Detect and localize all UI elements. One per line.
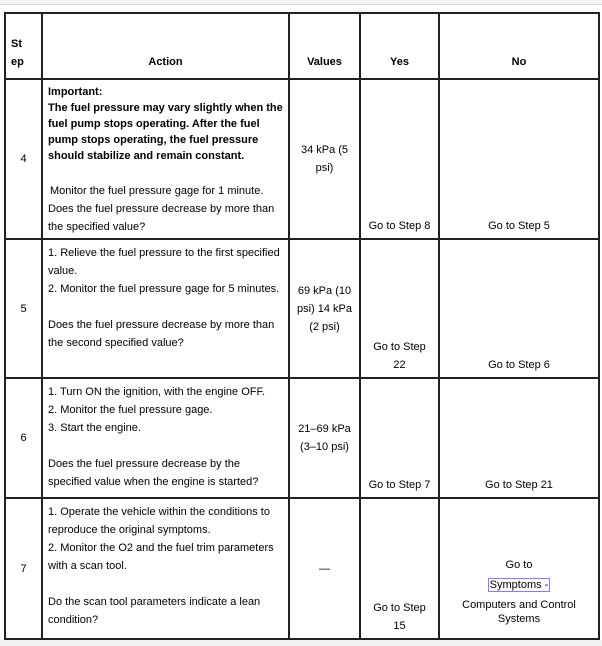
action-line: 1. Operate the vehicle within the conditions to reproduce the original symptoms. <box>48 506 270 536</box>
action-line: 1. Turn ON the ignition, with the engine OFF. <box>48 386 266 398</box>
question: Does the fuel pressure decrease by the specified value when the engine is started? <box>48 458 259 488</box>
important-label: Important: <box>48 86 103 98</box>
no-link[interactable]: Go to Step 21 <box>439 378 599 498</box>
table-row <box>5 79 599 239</box>
values-cell: 69 kPa (10 psi) 14 kPa (2 psi) <box>289 239 360 378</box>
no-cell <box>439 498 599 639</box>
step-number: 4 <box>5 79 42 239</box>
yes-link[interactable]: Go to Step 7 <box>360 378 439 498</box>
diagnostic-table <box>4 12 600 640</box>
yes-link[interactable]: Go to Step 8 <box>360 79 439 239</box>
symptoms-link[interactable]: Symptoms - <box>489 579 549 591</box>
important-note <box>48 84 283 164</box>
table-row <box>5 239 599 378</box>
header-yes: Yes <box>360 13 439 79</box>
step-number: 5 <box>5 239 42 378</box>
table-row <box>5 498 599 639</box>
action-line: 2. Monitor the fuel pressure gage for 5 minutes. <box>48 283 280 295</box>
question: Does the fuel pressure decrease by more than the second specified value? <box>48 319 275 349</box>
action-line: 1. Relieve the fuel pressure to the first specified value. <box>48 247 280 277</box>
step-number: 6 <box>5 378 42 498</box>
action-line: 2. Monitor the fuel pressure gage. <box>48 404 213 416</box>
no-suffix: Computers and Control Systems <box>462 599 576 625</box>
no-link[interactable]: Go to Step 5 <box>439 79 599 239</box>
header-row <box>5 13 599 79</box>
important-text: The fuel pressure may vary slightly when the fuel pump stops operating. After the fuel pump stops operating, the fuel pressure should stabilize and remain constant. <box>48 102 283 162</box>
values-cell: 21–69 kPa (3–10 psi) <box>289 378 360 498</box>
action-cell <box>42 239 289 378</box>
header-no: No <box>439 13 599 79</box>
no-link[interactable]: Go to Step 6 <box>439 239 599 378</box>
action-cell <box>42 79 289 239</box>
yes-link[interactable]: Go to Step 15 <box>360 498 439 639</box>
no-prefix: Go to <box>505 559 533 571</box>
values-cell: — <box>289 498 360 639</box>
values-cell: 34 kPa (5 psi) <box>289 79 360 239</box>
step-number: 7 <box>5 498 42 639</box>
action-cell <box>42 498 289 639</box>
action-line: 3. Start the engine. <box>48 422 141 434</box>
header-values: Values <box>289 13 360 79</box>
table-row <box>5 378 599 498</box>
action-cell <box>42 378 289 498</box>
question: Does the fuel pressure decrease by more than the specified value? <box>48 203 275 233</box>
action-line: 2. Monitor the O2 and the fuel trim parameters with a scan tool. <box>48 542 274 572</box>
header-step: St ep <box>5 13 42 79</box>
action-line: Monitor the fuel pressure gage for 1 minute. <box>50 185 264 197</box>
question: Do the scan tool parameters indicate a lean condition? <box>48 596 261 626</box>
header-action: Action <box>42 13 289 79</box>
top-border <box>0 0 602 5</box>
yes-link[interactable]: Go to Step 22 <box>360 239 439 378</box>
bottom-border <box>0 640 602 646</box>
